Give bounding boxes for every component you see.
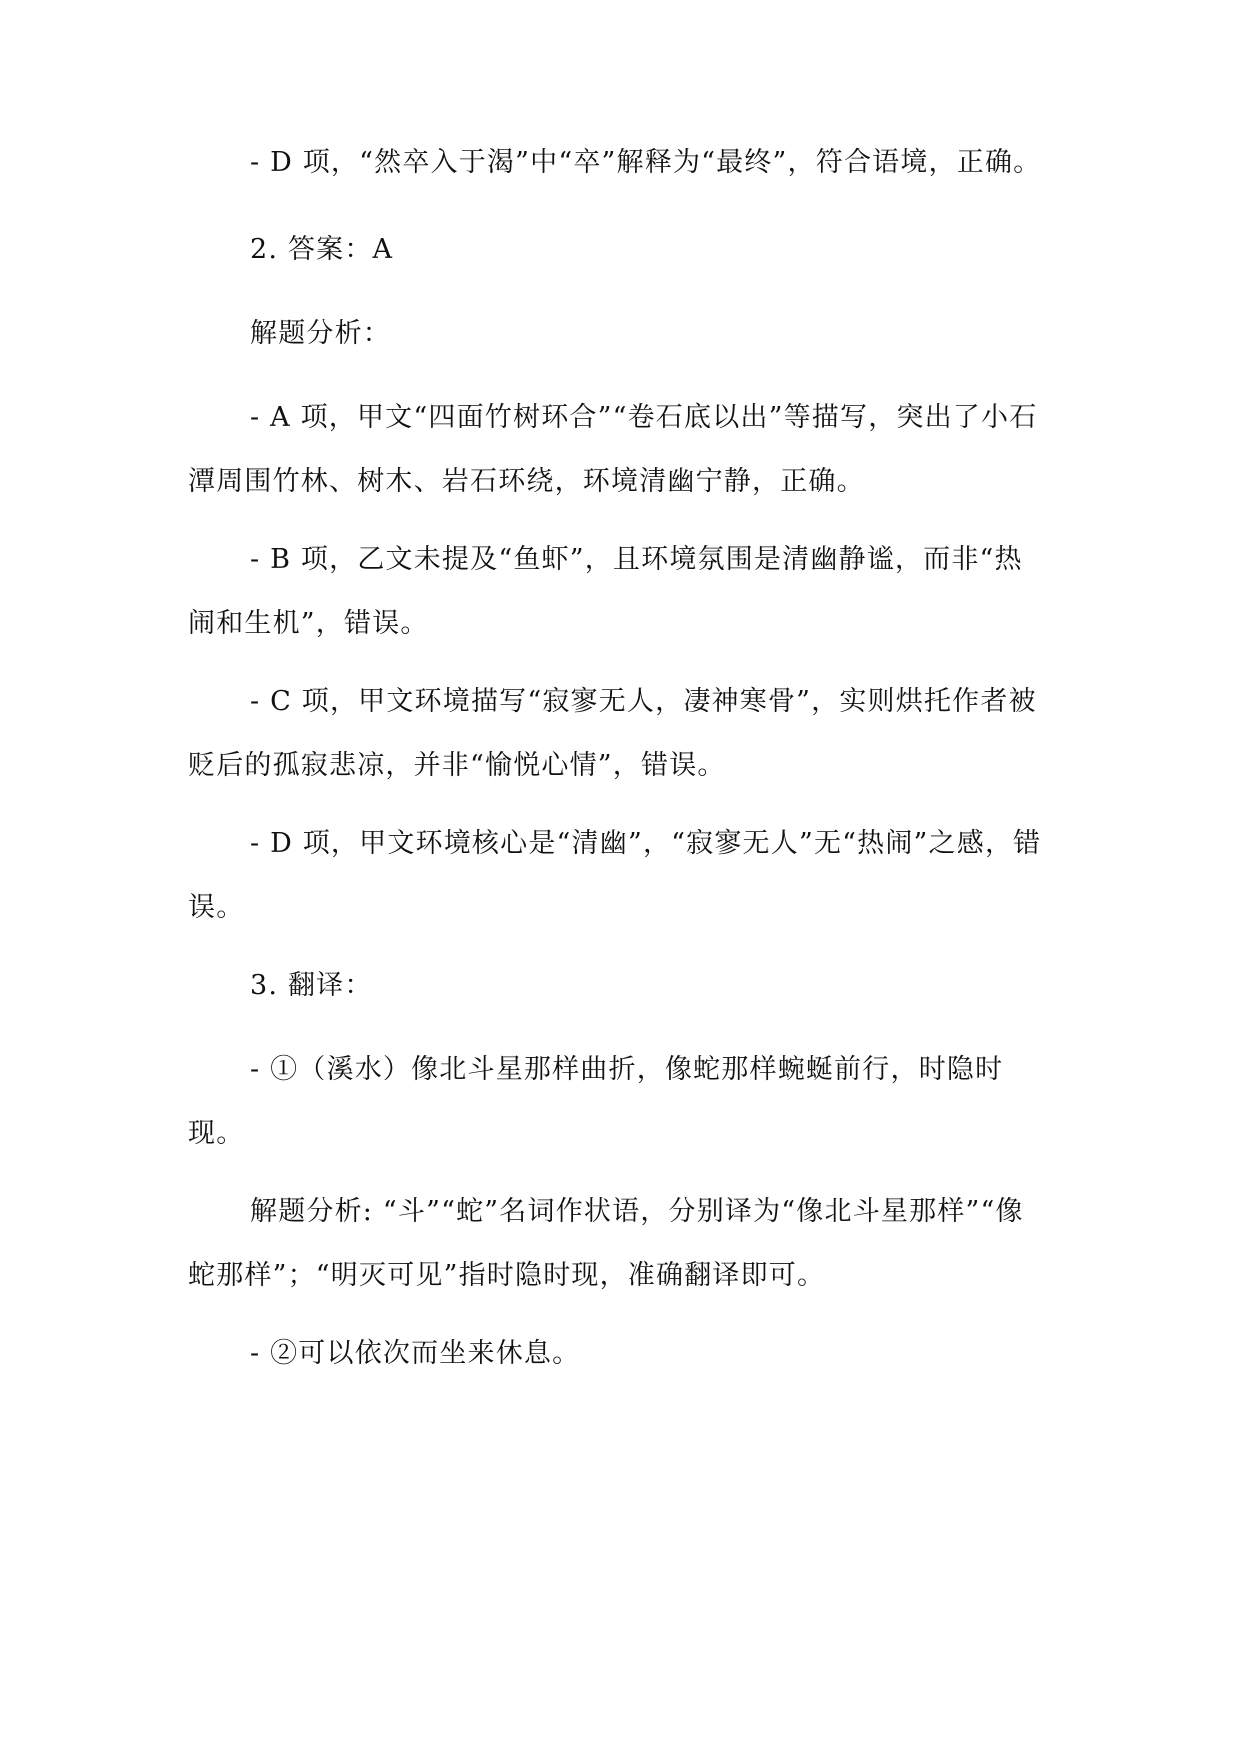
paragraph-d-option-answer1: - D 项，“然卒入于渴”中“卒”解释为“最终”，符合语境，正确。: [250, 147, 1042, 178]
paragraph-a-option: - A 项，甲文“四面竹树环合”“卷石底以出”等描写，突出了小石潭周围竹林、树木、岩石环绕，环境清幽宁静，正确。: [188, 402, 1038, 497]
paragraph-b-option: - B 项，乙文未提及“鱼虾”，且环境氛围是清幽静谧，而非“热闹和生机”，错误。: [188, 544, 1023, 639]
paragraph-d-option: - D 项，甲文环境核心是“清幽”，“寂寥无人”无“热闹”之感，错误。: [188, 828, 1042, 923]
translation-item-1: - ①（溪水）像北斗星那样曲折，像蛇那样蜿蜒前行，时隐时现。: [188, 1054, 1004, 1149]
translation-item-2: - ②可以依次而坐来休息。: [250, 1338, 581, 1369]
answer-2-heading: 2. 答案：A: [250, 234, 394, 265]
translation-heading: 3. 翻译：: [250, 970, 373, 1001]
paragraph-c-option: - C 项，甲文环境描写“寂寥无人，凄神寒骨”，实则烘托作者被贬后的孤寂悲凉，并非“愉悦心情”，错误。: [188, 686, 1037, 781]
translation-analysis: 解题分析: “斗”“蛇”名词作状语，分别译为“像北斗星那样”“像蛇那样”；“明灭可见”指时隐时现，准确翻译即可。: [188, 1196, 1024, 1291]
analysis-heading: 解题分析：: [250, 318, 391, 349]
